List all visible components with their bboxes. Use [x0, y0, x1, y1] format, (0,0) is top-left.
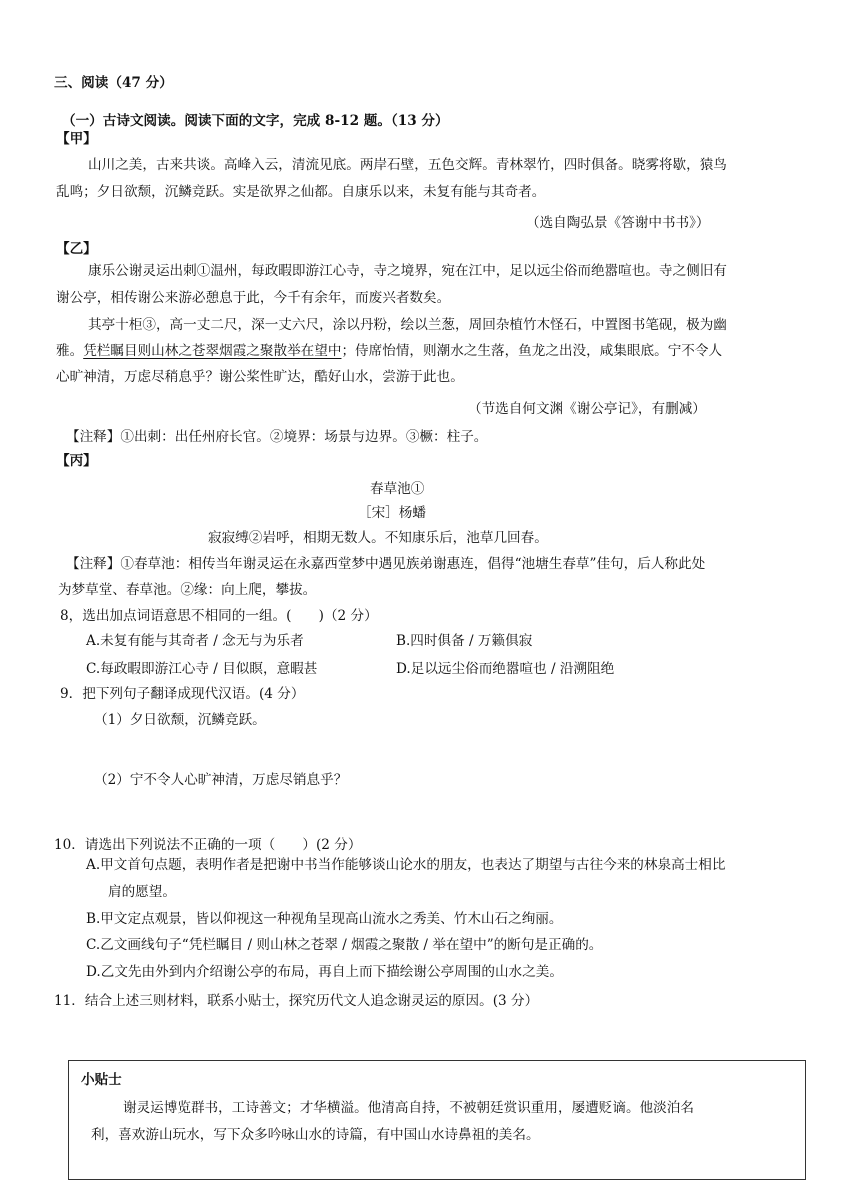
jia-paragraph-line2: 乱鸣；夕日欲颓，沉鳞竞跃。实是欲界之仙都。自康乐以来，未复有能与其奇者。: [56, 184, 546, 200]
jia-label: 【甲】: [56, 131, 97, 147]
q8-stem: 8，选出加点词语意思不相同的一组。( )（2 分）: [60, 608, 378, 624]
tip-title: 小贴士: [81, 1072, 122, 1088]
yi-paragraph-line1: 康乐公谢灵运出刺①温州，每政暇即游江心寺，寺之境界，宛在江中，足以远尘俗而绝嚣喧也。寺之侧旧有: [88, 263, 727, 279]
tip-box: [68, 1060, 806, 1180]
yi-paragraph-line2: 谢公亭，相传谢公来游必憩息于此，今千有余年，而废兴者数矣。: [56, 290, 451, 306]
bing-note-line2: 为梦草堂、春草池。②缘：向上爬，攀拔。: [58, 582, 317, 598]
q8-option-b: B.四时俱备 / 万籁俱寂: [396, 633, 533, 649]
bing-note-line1: 【注释】①春草池：相传当年谢灵运在永嘉西堂梦中遇见族弟谢惠连，倡得“池塘生春草”佳句，后人称此处: [66, 556, 706, 572]
yi-paragraph-line3: 其亭十柜③，高一丈二尺，深一丈六尺，涂以丹粉，绘以兰葱，周回杂植竹木怪石，中置图书笔砚，极为幽: [88, 317, 727, 333]
q10-option-b: B.甲文定点观景，皆以仰视这一种视角呈现高山流水之秀美、竹木山石之绚丽。: [86, 911, 563, 927]
section-title: 三、阅读（47 分）: [54, 75, 173, 91]
q8-option-d: D.足以远尘俗而绝嚣喧也 / 沿溯阻绝: [396, 661, 615, 677]
yi-note: 【注释】①出刺：出任州府长官。②境界：场景与边界。③橛：柱子。: [66, 429, 488, 445]
yi-label: 【乙】: [56, 241, 97, 257]
q9-stem: 9．把下列句子翻译成现代汉语。(4 分）: [60, 686, 305, 702]
q9-sentence2: （2）宁不令人心旷神清，万虑尽销息乎？: [94, 772, 348, 788]
tip-line2: 利，喜欢游山玩水，写下众多吟咏山水的诗篇，有中国山水诗鼻祖的美名。: [91, 1127, 540, 1143]
underlined-sentence: 凭栏瞩目则山林之苍翠烟霞之聚散举在望中: [83, 343, 342, 359]
q10-option-d: D.乙文先由外到内介绍谢公亭的布局，再自上而下描绘谢公亭周围的山水之美。: [86, 964, 563, 980]
yi-source: （节选自何文渊《谢公亭记》，有删减）: [468, 401, 706, 417]
bing-label: 【丙】: [56, 453, 97, 469]
yi-line4-start: 雅。: [56, 343, 84, 359]
q8-option-a: A.未复有能与其奇者 / 念无与为乐者: [86, 633, 304, 649]
q10-stem: 10．请选出下列说法不正确的一项（ ）(2 分）: [54, 837, 362, 853]
q9-sentence1: （1）夕日欲颓，沉鳞竞跃。: [94, 712, 266, 728]
yi-line4-end: ；侍席怡情，则潮水之生落，鱼龙之出没，咸集眼底。宁不令人: [341, 343, 723, 359]
part1-title: （一）古诗文阅读。阅读下面的文字，完成 8-12 题。（13 分）: [62, 113, 449, 129]
jia-paragraph-line1: 山川之美，古来共谈。高峰入云，清流见底。两岸石壁，五色交辉。青林翠竹，四时俱备。晓雾将歇，猿鸟: [88, 157, 727, 173]
jia-source: （选自陶弘景《答谢中书书》）: [526, 215, 710, 231]
poem-author: ［宋］杨蟠: [358, 505, 426, 521]
yi-paragraph-line4: [56, 342, 722, 360]
yi-paragraph-line5: 心旷神清，万虑尽稍息乎？谢公桨性旷达，酷好山水，尝游于此也。: [56, 369, 464, 385]
poem-title: 春草池①: [370, 481, 425, 497]
poem-line: 寂寂缚②岩呼，相期无数人。不知康乐后，池草几回春。: [208, 530, 548, 546]
q10-option-a-line2: 肩的愿望。: [108, 884, 176, 900]
tip-line1: 谢灵运博览群书，工诗善文；才华横溢。他清高自持，不被朝廷赏识重用，屡遭贬谪。他淡泊名: [123, 1100, 694, 1116]
q8-option-c: C.每政暇即游江心寺 / 目似瞑，意暇甚: [86, 661, 318, 677]
q11-stem: 11．结合上述三则材料，联系小贴士，探究历代文人追念谢灵运的原因。(3 分）: [54, 993, 539, 1009]
q10-option-c: C.乙文画线句子“凭栏瞩目 / 则山林之苍翠 / 烟霞之聚散 / 举在望中”的断句是正确的。: [86, 937, 603, 953]
q10-option-a-line1: A.甲文首句点题，表明作者是把谢中书当作能够谈山论水的朋友，也表达了期望与古往今来的林泉高士相比: [86, 857, 726, 873]
